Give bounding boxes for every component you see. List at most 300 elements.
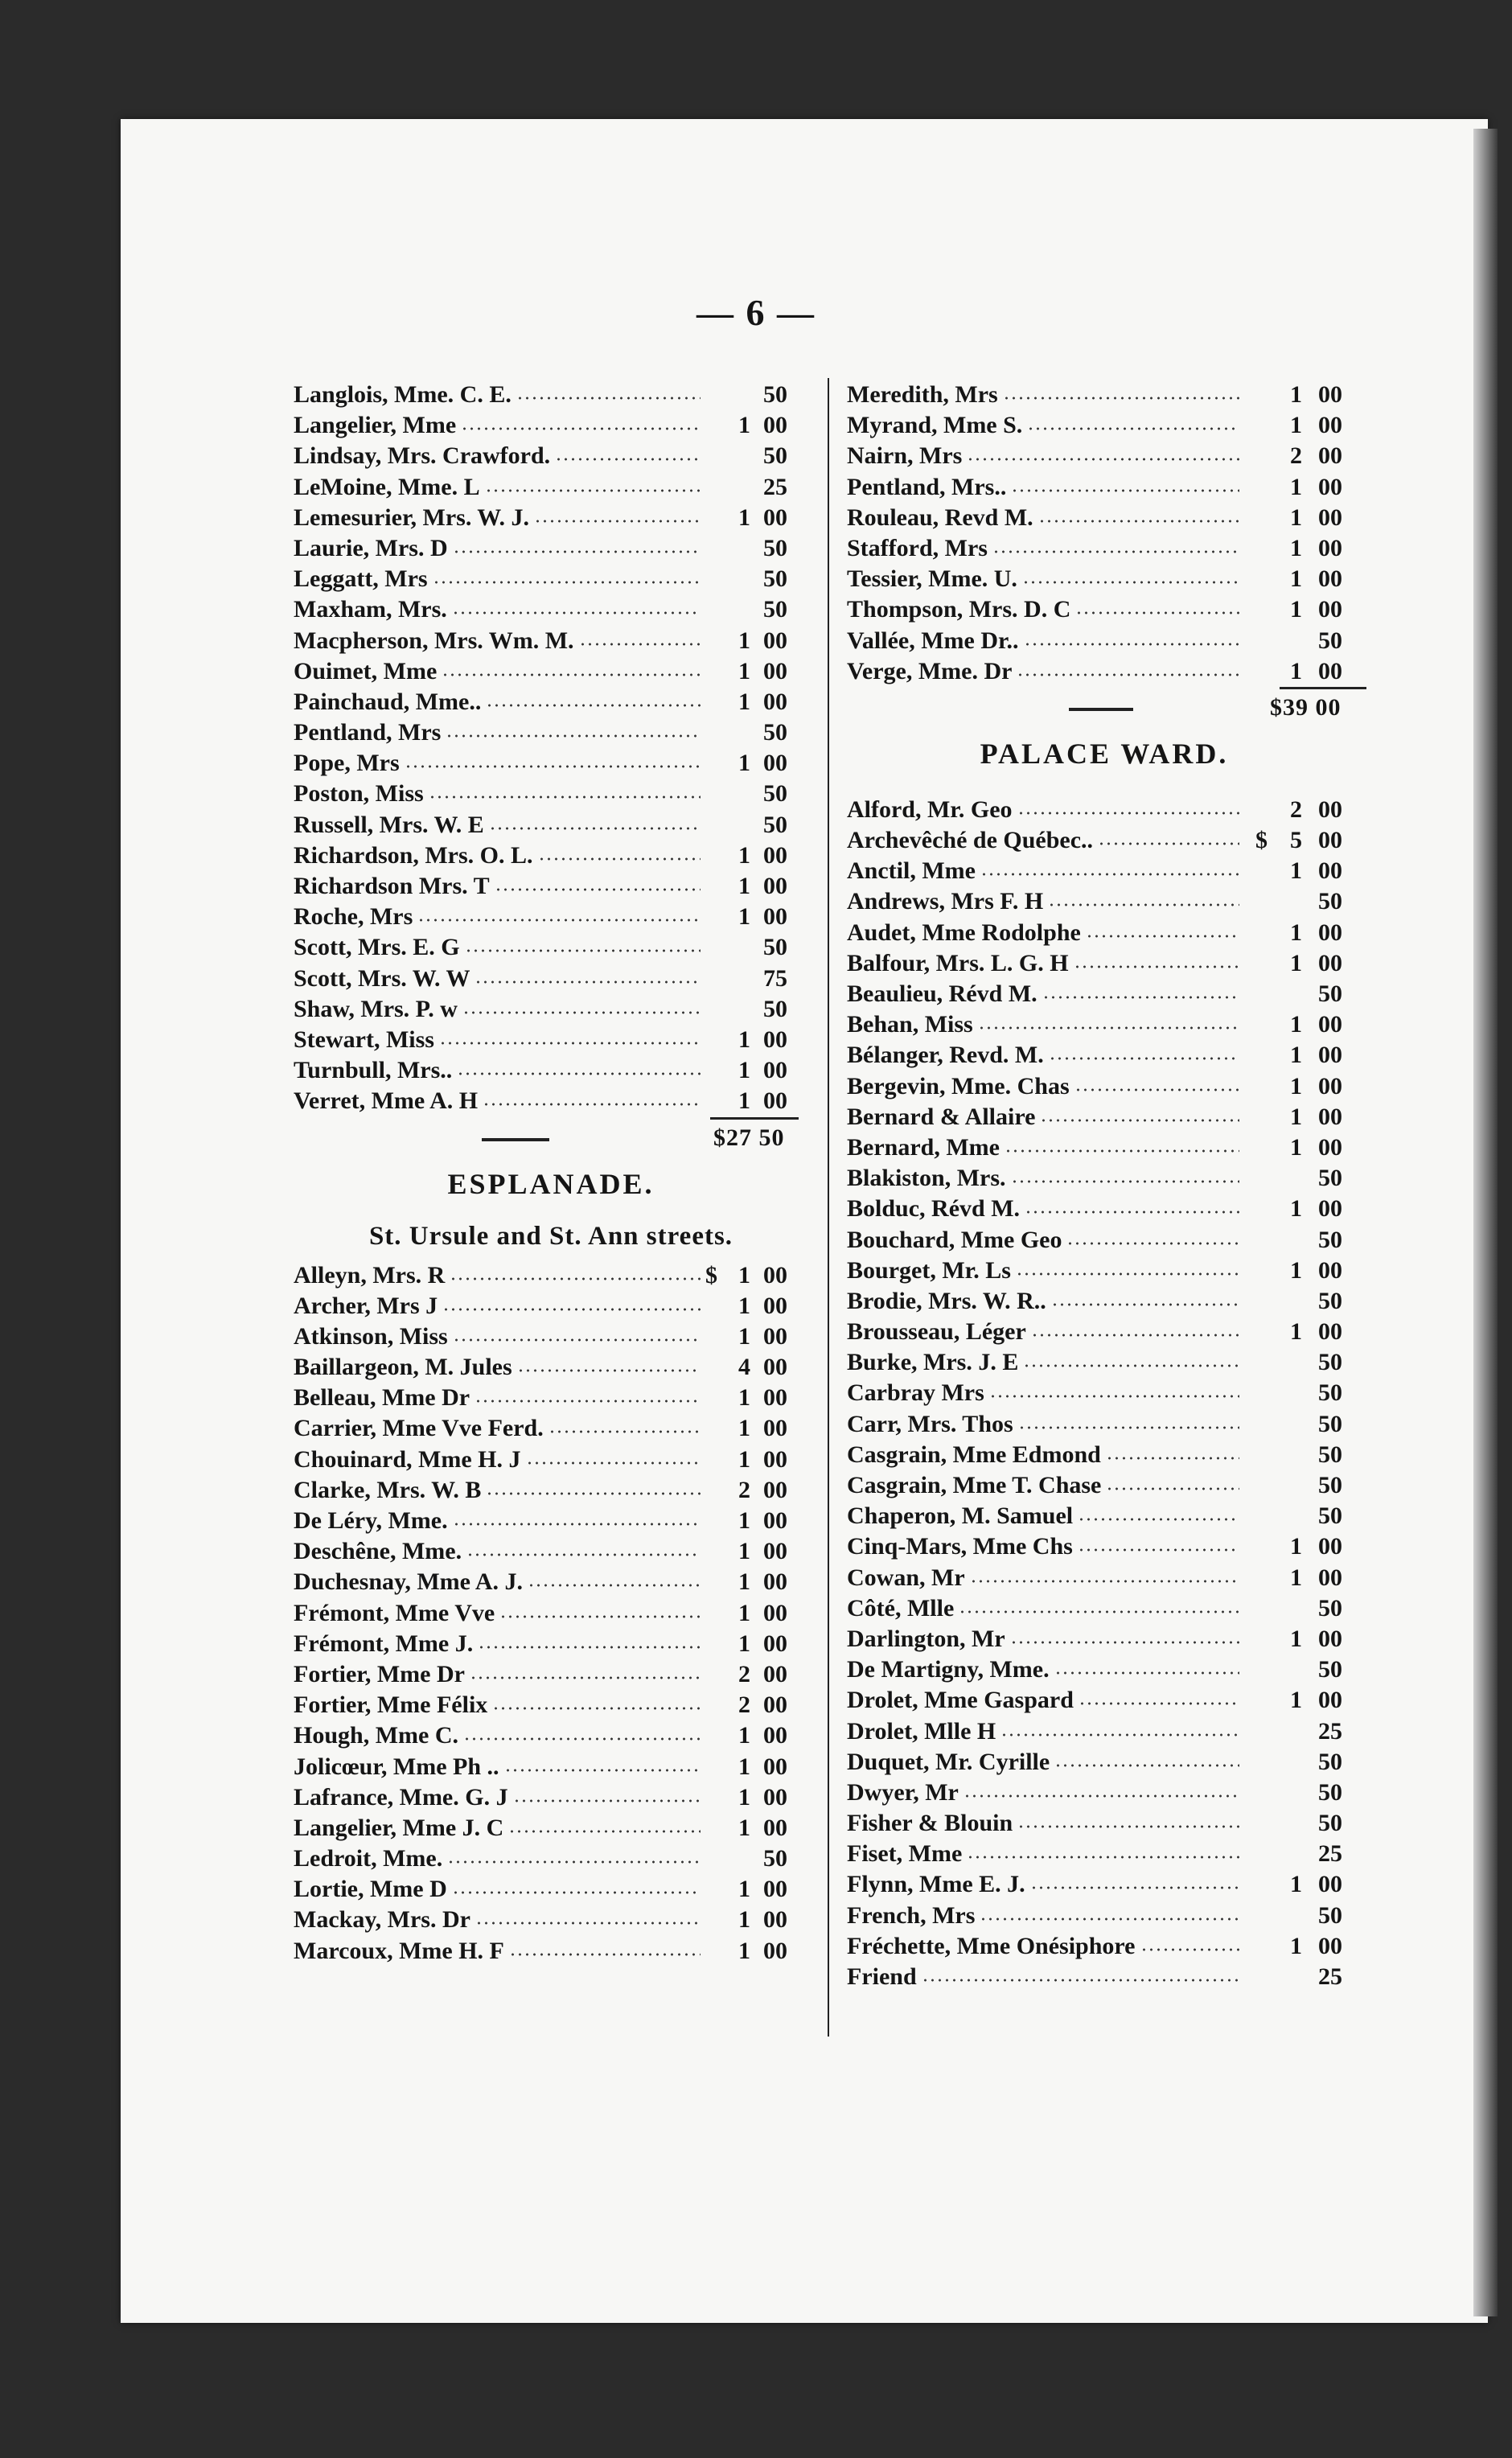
amount-dollars: 1 xyxy=(738,873,750,899)
list-item xyxy=(294,1844,808,1874)
list-item xyxy=(294,964,808,994)
list-item xyxy=(847,1962,1362,1992)
amount-dollars: 1 xyxy=(738,627,750,654)
list-item xyxy=(294,810,808,841)
leader-dots xyxy=(1106,1487,1239,1490)
subscriber-name: Laurie, Mrs. D xyxy=(294,534,448,561)
list-item xyxy=(294,441,808,471)
list-item xyxy=(294,1506,808,1536)
leader-dots xyxy=(492,1707,701,1710)
leader-dots xyxy=(1017,1825,1239,1828)
list-item xyxy=(294,503,808,533)
subscriber-name: Fortier, Mme Félix xyxy=(294,1691,488,1719)
leader-dots xyxy=(446,734,701,738)
list-item xyxy=(294,380,808,410)
amount-dollars: 1 xyxy=(738,1568,750,1596)
leader-dots xyxy=(1074,965,1239,968)
amount-cents: 50 xyxy=(763,1845,787,1872)
amount-cents: 00 xyxy=(1318,1318,1342,1346)
amount-cents: 00 xyxy=(1318,473,1342,500)
list-item xyxy=(294,1936,808,1967)
amount-cents: 50 xyxy=(1318,1410,1342,1437)
amount-cents: 00 xyxy=(763,1476,787,1503)
subscriber-name: Myrand, Mme S. xyxy=(847,412,1023,439)
leader-dots xyxy=(465,949,701,952)
amount-dollars: 1 xyxy=(738,750,750,777)
subscriber-name: Darlington, Mr xyxy=(847,1625,1005,1652)
leader-dots xyxy=(478,1646,701,1649)
leader-dots xyxy=(457,1072,701,1075)
amount-cents: 00 xyxy=(763,1630,787,1657)
leader-dots xyxy=(1031,1334,1239,1337)
subtotal-amount: $27 50 xyxy=(713,1124,785,1151)
list-item xyxy=(294,1260,808,1291)
amount-dollars: 2 xyxy=(738,1476,750,1503)
leader-dots xyxy=(442,673,701,676)
amount-dollars: 1 xyxy=(1290,596,1302,623)
amount-cents: 25 xyxy=(763,473,787,500)
amount-cents: 00 xyxy=(763,1384,787,1412)
amount-cents: 00 xyxy=(763,1057,787,1084)
amount-dollars: 1 xyxy=(1290,1103,1302,1130)
amount-dollars: 1 xyxy=(1290,1195,1302,1223)
amount-cents: 50 xyxy=(763,995,787,1022)
subscriber-name: Stafford, Mrs xyxy=(847,534,988,561)
amount-dollars: 1 xyxy=(738,1445,750,1473)
subscriber-name: Lemesurier, Mrs. W. J. xyxy=(294,504,530,531)
subscriber-name: Bouchard, Mme Geo xyxy=(847,1226,1062,1253)
list-item xyxy=(847,1685,1362,1716)
amount-dollars: 1 xyxy=(1290,473,1302,500)
subscriber-name: Duquet, Mr. Cyrille xyxy=(847,1748,1050,1775)
subtotal-amount: $39 00 xyxy=(1270,693,1341,721)
subscriber-name: Baillargeon, M. Jules xyxy=(294,1354,512,1381)
subscriber-name: Ouimet, Mme xyxy=(294,657,438,684)
list-item xyxy=(847,503,1362,533)
leader-dots xyxy=(967,458,1239,461)
left-column xyxy=(294,380,808,1967)
subscriber-name: Jolicœur, Mme Ph .. xyxy=(294,1753,499,1780)
amount-cents: 50 xyxy=(1318,1472,1342,1498)
leader-dots xyxy=(489,827,701,830)
amount-cents: 50 xyxy=(763,442,787,470)
leader-dots xyxy=(486,704,701,707)
amount-cents: 00 xyxy=(1318,795,1342,823)
amount-cents: 50 xyxy=(1318,1748,1342,1775)
left-entries-list xyxy=(294,380,808,1117)
list-item xyxy=(847,594,1362,625)
leader-dots xyxy=(452,1891,701,1894)
amount-cents: 00 xyxy=(763,412,787,439)
list-item xyxy=(294,1475,808,1506)
list-item xyxy=(294,1536,808,1567)
amount-cents: 00 xyxy=(1318,1533,1342,1560)
amount-dollars: 1 xyxy=(738,657,750,684)
leader-dots xyxy=(989,1395,1239,1398)
list-item xyxy=(294,410,808,441)
amount-cents: 50 xyxy=(1318,1441,1342,1468)
amount-cents: 00 xyxy=(1318,1256,1342,1284)
subscriber-name: Bourget, Mr. Ls xyxy=(847,1256,1011,1284)
subscriber-name: Cowan, Mr xyxy=(847,1564,965,1591)
leader-dots xyxy=(528,1584,701,1587)
list-item xyxy=(847,1009,1362,1040)
subtotal-row xyxy=(847,690,1362,725)
subtotal-dash xyxy=(1069,708,1133,711)
subscriber-name: Carbray Mrs xyxy=(847,1379,984,1407)
amount-dollars: 1 xyxy=(1290,919,1302,946)
subscriber-name: Langelier, Mme J. C xyxy=(294,1814,504,1841)
amount-cents: 00 xyxy=(1318,412,1342,439)
list-item xyxy=(847,1256,1362,1286)
list-item xyxy=(847,1409,1362,1440)
list-item xyxy=(847,1102,1362,1132)
leader-dots xyxy=(1074,1088,1239,1091)
amount-cents: 50 xyxy=(1318,1656,1342,1683)
amount-dollars: 1 xyxy=(738,412,750,439)
subscriber-name: Alford, Mr. Geo xyxy=(847,795,1013,823)
subscriber-name: Ledroit, Mme. xyxy=(294,1845,443,1872)
subscriber-name: Tessier, Mme. U. xyxy=(847,565,1017,593)
leader-dots xyxy=(1106,1457,1239,1460)
subscriber-name: Verret, Mme A. H xyxy=(294,1087,479,1115)
leader-dots xyxy=(963,1794,1239,1798)
list-item xyxy=(294,533,808,564)
amount-cents: 00 xyxy=(763,1354,787,1381)
subscriber-name: Atkinson, Miss xyxy=(294,1322,448,1350)
list-item xyxy=(294,871,808,902)
subscriber-name: Casgrain, Mme T. Chase xyxy=(847,1472,1102,1498)
amount-dollars: 1 xyxy=(1290,412,1302,439)
list-item xyxy=(294,1813,808,1844)
leader-dots xyxy=(579,643,701,646)
amount-cents: 50 xyxy=(1318,1502,1342,1530)
amount-cents: 00 xyxy=(1318,1687,1342,1714)
leader-dots xyxy=(1023,1364,1239,1367)
amount-cents: 00 xyxy=(763,1322,787,1350)
list-item xyxy=(294,902,808,932)
amount-cents: 00 xyxy=(763,1876,787,1903)
subscriber-name: Stewart, Miss xyxy=(294,1026,434,1053)
amount-cents: 00 xyxy=(763,1814,787,1841)
amount-cents: 00 xyxy=(1318,1133,1342,1161)
leader-dots xyxy=(1066,1242,1239,1245)
amount-dollars: 1 xyxy=(1290,857,1302,885)
amount-dollars: 1 xyxy=(738,1722,750,1749)
amount-cents: 50 xyxy=(763,381,787,408)
amount-cents: 00 xyxy=(763,1026,787,1053)
amount-cents: 00 xyxy=(763,1599,787,1626)
list-item xyxy=(294,1567,808,1597)
leader-dots xyxy=(980,1917,1239,1921)
amount-dollars: 1 xyxy=(738,1783,750,1811)
list-item xyxy=(294,1782,808,1813)
leader-dots xyxy=(970,1580,1239,1583)
amount-cents: 50 xyxy=(1318,1349,1342,1376)
amount-cents: 00 xyxy=(763,1415,787,1442)
amount-dollars: 1 xyxy=(738,1753,750,1780)
leader-dots xyxy=(1030,1886,1239,1889)
subscriber-name: Anctil, Mme xyxy=(847,857,976,885)
leader-dots xyxy=(1022,581,1239,584)
amount-dollars: 1 xyxy=(738,1538,750,1565)
leader-dots xyxy=(405,765,701,768)
list-item xyxy=(294,994,808,1025)
subscriber-name: Scott, Mrs. W. W xyxy=(294,964,470,992)
amount-dollars: 1 xyxy=(738,1057,750,1084)
leader-dots xyxy=(463,1737,701,1741)
amount-cents: 00 xyxy=(763,1691,787,1719)
amount-dollars: 1 xyxy=(1290,565,1302,593)
amount-dollars: 1 xyxy=(1290,949,1302,976)
list-item xyxy=(847,886,1362,917)
amount-cents: 50 xyxy=(1318,1226,1342,1253)
subscriber-name: Drolet, Mlle H xyxy=(847,1717,996,1745)
amount-cents: 00 xyxy=(1318,442,1342,470)
list-item xyxy=(294,1598,808,1629)
amount-cents: 50 xyxy=(763,534,787,561)
leader-dots xyxy=(461,427,701,430)
amount-cents: 00 xyxy=(1318,1103,1342,1130)
list-item xyxy=(847,795,1362,825)
amount-cents: 00 xyxy=(763,688,787,715)
leader-dots xyxy=(1049,1057,1239,1060)
list-item xyxy=(847,856,1362,886)
list-item xyxy=(294,717,808,748)
currency-sign: $ xyxy=(705,1261,717,1289)
amount-cents: 00 xyxy=(763,627,787,654)
amount-cents: 00 xyxy=(763,1087,787,1115)
amount-dollars: 1 xyxy=(1290,381,1302,408)
subscriber-name: Macpherson, Mrs. Wm. M. xyxy=(294,627,574,654)
column-divider xyxy=(828,378,829,2037)
amount-dollars: 1 xyxy=(1290,1533,1302,1560)
leader-dots xyxy=(1017,673,1239,676)
amount-cents: 50 xyxy=(1318,1901,1342,1929)
amount-cents: 50 xyxy=(763,811,787,838)
amount-cents: 50 xyxy=(763,565,787,593)
page-number: — 6 — xyxy=(696,292,816,333)
amount-dollars: 1 xyxy=(1290,1133,1302,1161)
list-item xyxy=(847,1194,1362,1224)
leader-dots xyxy=(526,1461,701,1465)
subscriber-name: Cinq-Mars, Mme Chs xyxy=(847,1533,1073,1560)
subscriber-name: Pentland, Mrs xyxy=(294,719,442,746)
amount-cents: 50 xyxy=(1318,1810,1342,1837)
list-item xyxy=(847,410,1362,441)
amount-cents: 25 xyxy=(1318,1963,1342,1990)
leader-dots xyxy=(1027,427,1239,430)
list-item xyxy=(847,1931,1362,1962)
subscriber-name: Fortier, Mme Dr xyxy=(294,1660,465,1687)
list-item xyxy=(294,1383,808,1413)
subscriber-name: Dwyer, Mr xyxy=(847,1778,959,1806)
amount-dollars: 1 xyxy=(738,504,750,531)
subtotal-dash xyxy=(482,1138,549,1141)
leader-dots xyxy=(447,1860,701,1864)
leader-dots xyxy=(495,888,701,891)
leader-dots xyxy=(453,1523,701,1526)
leader-dots xyxy=(475,1922,701,1925)
amount-cents: 00 xyxy=(763,1292,787,1319)
list-item xyxy=(294,656,808,687)
leader-dots xyxy=(1054,1764,1239,1767)
amount-cents: 25 xyxy=(1318,1717,1342,1745)
amount-cents: 50 xyxy=(1318,1287,1342,1314)
subscriber-name: Belleau, Mme Dr xyxy=(294,1384,470,1412)
subscriber-name: Archevêché de Québec.. xyxy=(847,827,1094,854)
leader-dots xyxy=(516,397,701,400)
list-item xyxy=(847,626,1362,656)
subscriber-name: Blakiston, Mrs. xyxy=(847,1165,1006,1192)
amount-cents: 00 xyxy=(1318,1625,1342,1652)
leader-dots xyxy=(1054,1671,1239,1675)
subscriber-name: Chaperon, M. Samuel xyxy=(847,1502,1074,1530)
leader-dots xyxy=(978,1026,1239,1030)
subscriber-name: Rouleau, Revd M. xyxy=(847,504,1033,531)
subscriber-name: Alleyn, Mrs. R xyxy=(294,1261,446,1289)
subscriber-name: Fisher & Blouin xyxy=(847,1810,1013,1837)
amount-cents: 00 xyxy=(1318,1042,1342,1069)
amount-cents: 00 xyxy=(763,1783,787,1811)
list-item xyxy=(294,748,808,779)
subscriber-name: Richardson, Mrs. O. L. xyxy=(294,841,533,869)
leader-dots xyxy=(534,520,701,523)
list-item xyxy=(847,1378,1362,1408)
spacer xyxy=(847,782,1362,795)
amount-cents: 50 xyxy=(763,780,787,808)
amount-cents: 00 xyxy=(763,1568,787,1596)
list-item xyxy=(294,1352,808,1383)
amount-dollars: 1 xyxy=(738,1814,750,1841)
amount-dollars: 2 xyxy=(738,1691,750,1719)
subscriber-name: Duchesnay, Mme A. J. xyxy=(294,1568,523,1596)
amount-cents: 50 xyxy=(1318,1165,1342,1192)
list-item xyxy=(294,594,808,625)
list-item xyxy=(847,1225,1362,1256)
amount-cents: 00 xyxy=(763,1538,787,1565)
leader-dots xyxy=(499,1615,701,1618)
leader-dots xyxy=(1025,1211,1239,1214)
leader-dots xyxy=(1048,903,1239,906)
right-entries-list xyxy=(847,380,1362,687)
list-item xyxy=(294,779,808,809)
amount-dollars: 1 xyxy=(1290,1564,1302,1591)
amount-dollars: 2 xyxy=(738,1660,750,1687)
subscriber-name: Mackay, Mrs. Dr xyxy=(294,1906,470,1934)
amount-cents: 00 xyxy=(763,1722,787,1749)
amount-cents: 00 xyxy=(1318,534,1342,561)
leader-dots xyxy=(417,919,701,922)
amount-dollars: 1 xyxy=(1290,1072,1302,1100)
leader-dots xyxy=(442,1308,701,1311)
right-entries-list-palace-ward xyxy=(847,795,1362,1992)
list-item xyxy=(847,1163,1362,1194)
list-item xyxy=(847,1501,1362,1531)
list-item xyxy=(294,1321,808,1352)
leader-dots xyxy=(1011,1180,1239,1183)
amount-dollars: 1 xyxy=(738,1906,750,1934)
currency-sign: $ xyxy=(1255,827,1268,854)
leader-dots xyxy=(959,1610,1239,1613)
amount-dollars: 1 xyxy=(738,1322,750,1350)
amount-cents: 50 xyxy=(1318,980,1342,1007)
subscriber-name: Fréchette, Mme Onésiphore xyxy=(847,1932,1136,1959)
subscriber-name: Bolduc, Révd M. xyxy=(847,1195,1021,1223)
leader-dots xyxy=(452,611,701,614)
left-entries-list-esplanade xyxy=(294,1260,808,1967)
list-item xyxy=(847,948,1362,979)
list-item xyxy=(847,1778,1362,1808)
leader-dots xyxy=(1011,489,1239,492)
leader-dots xyxy=(504,1769,701,1772)
leader-dots xyxy=(486,1492,701,1495)
amount-cents: 00 xyxy=(1318,1564,1342,1591)
amount-cents: 00 xyxy=(763,1660,787,1687)
list-item xyxy=(847,979,1362,1009)
amount-dollars: 1 xyxy=(1290,1011,1302,1038)
list-item xyxy=(294,1690,808,1720)
amount-dollars: 1 xyxy=(738,1630,750,1657)
leader-dots xyxy=(1024,643,1239,646)
leader-dots xyxy=(1079,1702,1239,1705)
subtotal-row xyxy=(294,1120,808,1156)
amount-dollars: 1 xyxy=(1290,1871,1302,1898)
leader-dots xyxy=(453,550,701,553)
leader-dots xyxy=(1000,1733,1239,1737)
list-item xyxy=(294,841,808,871)
list-item xyxy=(294,1659,808,1690)
amount-cents: 50 xyxy=(763,719,787,746)
amount-cents: 00 xyxy=(1318,596,1342,623)
amount-cents: 00 xyxy=(1318,1932,1342,1959)
subscriber-name: Lortie, Mme D xyxy=(294,1876,447,1903)
leader-dots xyxy=(1003,397,1239,400)
subscriber-name: Beaulieu, Révd M. xyxy=(847,980,1037,1007)
amount-dollars: 1 xyxy=(738,1292,750,1319)
amount-cents: 75 xyxy=(763,964,787,992)
list-item xyxy=(294,1905,808,1935)
subscriber-name: Fiset, Mme xyxy=(847,1840,963,1868)
leader-dots xyxy=(967,1856,1239,1859)
subscriber-name: Verge, Mme. Dr xyxy=(847,657,1013,684)
leader-dots xyxy=(1018,1426,1239,1429)
subscriber-name: Clarke, Mrs. W. B xyxy=(294,1476,482,1503)
leader-dots xyxy=(470,1676,701,1679)
list-item xyxy=(847,1470,1362,1501)
subscriber-name: Vallée, Mme Dr.. xyxy=(847,627,1019,654)
subscriber-name: Carr, Mrs. Thos xyxy=(847,1410,1013,1437)
amount-cents: 00 xyxy=(1318,1195,1342,1223)
list-item xyxy=(294,1874,808,1905)
amount-dollars: 1 xyxy=(738,1507,750,1534)
subscriber-name: Poston, Miss xyxy=(294,780,424,808)
subscriber-name: Casgrain, Mme Edmond xyxy=(847,1441,1101,1468)
leader-dots xyxy=(1078,1548,1239,1552)
subscriber-name: Behan, Miss xyxy=(847,1011,973,1038)
amount-dollars: 1 xyxy=(738,1384,750,1412)
amount-dollars: 1 xyxy=(738,1087,750,1115)
subscriber-name: Nairn, Mrs xyxy=(847,442,963,470)
subscriber-name: Pentland, Mrs.. xyxy=(847,473,1007,500)
leader-dots xyxy=(475,1400,701,1403)
subscriber-name: Flynn, Mme E. J. xyxy=(847,1871,1025,1898)
amount-cents: 50 xyxy=(763,934,787,961)
list-item xyxy=(294,1086,808,1116)
leader-dots xyxy=(433,581,701,584)
leader-dots xyxy=(1140,1948,1239,1951)
amount-cents: 00 xyxy=(763,873,787,899)
